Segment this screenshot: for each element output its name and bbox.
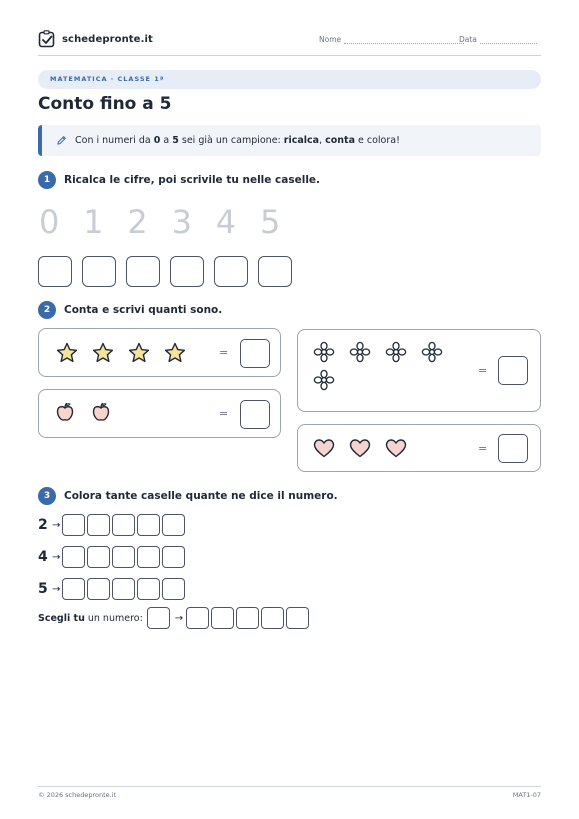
target-number: 4	[38, 549, 48, 565]
pencil-icon	[56, 135, 67, 146]
color-box[interactable]	[112, 578, 135, 600]
writing-box[interactable]	[126, 256, 160, 287]
color-box[interactable]	[211, 607, 234, 629]
exercise-2-heading	[38, 301, 222, 319]
star-icon	[121, 339, 157, 367]
count-card-hearts	[297, 424, 541, 472]
color-box[interactable]	[62, 546, 85, 568]
heart-icon	[378, 434, 414, 462]
date-label: Data	[459, 35, 477, 44]
color-box[interactable]	[286, 607, 309, 629]
color-row	[38, 546, 187, 568]
choose-number-row	[38, 607, 311, 629]
equals-sign: =	[478, 364, 488, 377]
exercise-number: 2	[38, 301, 56, 319]
logo	[38, 30, 153, 48]
color-box[interactable]	[87, 514, 110, 536]
trace-digit[interactable]: 3	[171, 203, 192, 241]
apple-group	[47, 398, 119, 426]
date-field[interactable]	[459, 35, 537, 44]
color-box[interactable]	[162, 578, 185, 600]
answer-box[interactable]	[240, 400, 270, 429]
target-number: 2	[38, 517, 48, 533]
arrow-right-icon: →	[52, 519, 61, 531]
heart-group	[306, 434, 414, 462]
count-card-stars	[38, 328, 281, 377]
equals-sign: =	[478, 442, 488, 455]
flower-icon	[414, 338, 450, 366]
tip-text: Con i numeri da 0 a 5 sei già un campione: ricalca, conta e colora!	[75, 135, 400, 146]
writing-box[interactable]	[170, 256, 204, 287]
color-box[interactable]	[186, 607, 209, 629]
color-box[interactable]	[162, 546, 185, 568]
color-box[interactable]	[137, 514, 160, 536]
color-box[interactable]	[112, 514, 135, 536]
trace-digit[interactable]: 5	[259, 203, 281, 241]
star-group	[49, 339, 193, 367]
answer-box[interactable]	[498, 356, 528, 385]
writing-box[interactable]	[82, 256, 116, 287]
flower-icon	[306, 366, 342, 394]
star-icon	[85, 339, 121, 367]
copyright: © 2026 schedepronte.it	[38, 791, 117, 799]
exercise-number: 3	[38, 487, 56, 505]
flower-icon	[306, 338, 342, 366]
equals-sign: =	[219, 407, 229, 420]
color-box[interactable]	[62, 514, 85, 536]
heart-icon	[306, 434, 342, 462]
color-row	[38, 514, 187, 536]
exercise-number: 1	[38, 171, 56, 189]
color-box[interactable]	[87, 546, 110, 568]
color-box[interactable]	[236, 607, 259, 629]
color-box[interactable]	[261, 607, 284, 629]
exercise-instruction: Colora tante caselle quante ne dice il numero.	[64, 490, 338, 502]
color-box[interactable]	[137, 578, 160, 600]
count-card-flowers	[297, 329, 541, 412]
target-number: 5	[38, 581, 48, 597]
name-field[interactable]	[319, 35, 464, 44]
color-box[interactable]	[162, 514, 185, 536]
date-line[interactable]	[480, 36, 537, 44]
apple-icon	[47, 398, 83, 426]
heart-icon	[342, 434, 378, 462]
answer-box[interactable]	[240, 339, 270, 368]
flower-group	[306, 338, 456, 394]
arrow-right-icon: →	[174, 612, 184, 624]
page-header	[38, 28, 541, 56]
flower-icon	[378, 338, 414, 366]
trace-digit[interactable]: 2	[127, 203, 148, 241]
apple-icon	[83, 398, 119, 426]
exercise-instruction: Conta e scrivi quanti sono.	[64, 304, 223, 316]
trace-digit[interactable]: 1	[83, 203, 104, 241]
name-line[interactable]	[344, 36, 464, 44]
trace-digit[interactable]: 4	[215, 203, 237, 241]
writing-box[interactable]	[214, 256, 248, 287]
exercise-1-heading	[38, 171, 320, 189]
answer-box[interactable]	[498, 434, 528, 463]
trace-digit[interactable]: 0	[39, 203, 60, 241]
trace-digits	[38, 203, 303, 241]
color-row	[38, 578, 187, 600]
choose-label: Scegli tu un numero:	[38, 612, 143, 624]
brand-name: schedepronte.it	[62, 33, 153, 45]
writing-box[interactable]	[38, 256, 72, 287]
color-box[interactable]	[112, 546, 135, 568]
tip-box	[38, 125, 541, 156]
exercise-instruction: Ricalca le cifre, poi scrivile tu nelle caselle.	[64, 174, 321, 186]
writing-box[interactable]	[258, 256, 292, 287]
writing-boxes	[38, 256, 292, 287]
equals-sign: =	[219, 346, 229, 359]
choice-number-box[interactable]	[147, 607, 170, 629]
color-box[interactable]	[87, 578, 110, 600]
worksheet-code: MAT1-07	[512, 791, 541, 799]
color-box[interactable]	[137, 546, 160, 568]
subject-badge: MATEMATICA · CLASSE 1ª	[38, 70, 541, 89]
star-icon	[157, 339, 193, 367]
page-footer	[38, 786, 541, 799]
exercise-3-heading	[38, 487, 338, 505]
color-box[interactable]	[62, 578, 85, 600]
page-title: Conto fino a 5	[38, 94, 172, 114]
arrow-right-icon: →	[52, 551, 61, 563]
flower-icon	[342, 338, 378, 366]
count-card-apples	[38, 389, 281, 438]
name-label: Nome	[319, 35, 342, 44]
arrow-right-icon: →	[52, 583, 61, 595]
checklist-icon	[38, 30, 56, 48]
star-icon	[49, 339, 85, 367]
